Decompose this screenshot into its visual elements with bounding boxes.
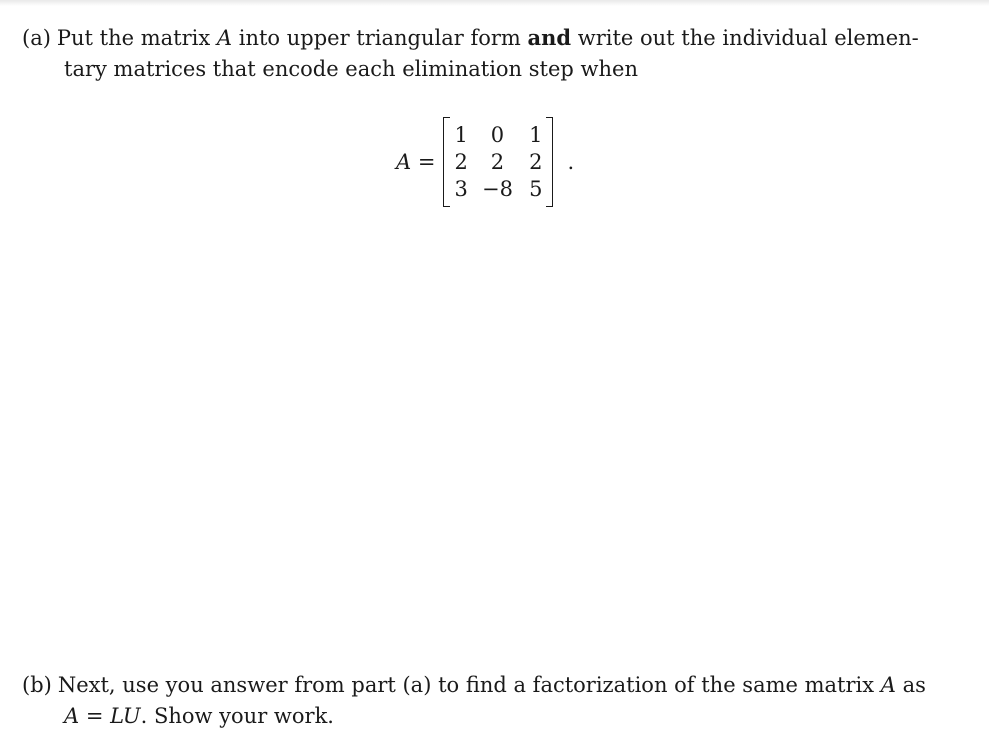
matrix-left-bracket: [443, 117, 450, 207]
equation-lhs-var: A: [396, 150, 412, 174]
matrix-cell-r3c3: 5: [529, 177, 543, 201]
equation-lhs: [396, 150, 435, 174]
matrix-cell-r2c3: 2: [529, 150, 543, 174]
part-b-text-1: Next, use you answer from part (a) to find a factorization of the same matrix: [57, 673, 881, 697]
part-b-line-1: [22, 670, 942, 701]
part-b-var-lu: LU: [110, 704, 141, 728]
matrix-right-bracket: [546, 117, 553, 207]
equation-equals: =: [411, 150, 436, 174]
top-shadow-rule: [0, 0, 989, 6]
part-a-text-2: into upper triangular form: [232, 26, 528, 50]
part-a-bold-and: and: [527, 25, 572, 50]
matrix-cell-r1c2: 0: [490, 123, 505, 147]
matrix-equation: [396, 117, 574, 207]
part-b-label: (b): [22, 673, 52, 697]
problem-part-a: [22, 22, 942, 85]
matrix-cell-r2c2: 2: [490, 150, 505, 174]
part-b-var-a: A: [64, 704, 80, 728]
matrix-cell-r1c3: 1: [529, 123, 543, 147]
part-b-text-3: . Show your work.: [140, 704, 334, 728]
equation-period: .: [567, 150, 575, 174]
part-b-text-2: as: [895, 673, 926, 697]
matrix-cell-r3c2: −8: [481, 177, 513, 201]
part-a-label: (a): [22, 26, 51, 50]
matrix-cell-r1c1: 1: [454, 123, 468, 147]
part-a-text-3: write out the individual elemen-: [571, 26, 919, 50]
matrix-cell-r2c1: 2: [454, 150, 468, 174]
part-b-line-2: [22, 701, 942, 732]
problem-part-b: [22, 670, 942, 732]
part-b-matrix-var: A: [880, 673, 896, 697]
matrix-a: [450, 122, 546, 203]
part-a-matrix-var: A: [216, 26, 233, 50]
part-a-line-2: tary matrices that encode each elimination step when: [64, 57, 638, 81]
part-a-text-1: Put the matrix: [56, 26, 217, 50]
part-a-line-1: [22, 22, 942, 54]
part-b-equals: =: [79, 704, 111, 728]
matrix-cell-r3c1: 3: [454, 177, 468, 201]
